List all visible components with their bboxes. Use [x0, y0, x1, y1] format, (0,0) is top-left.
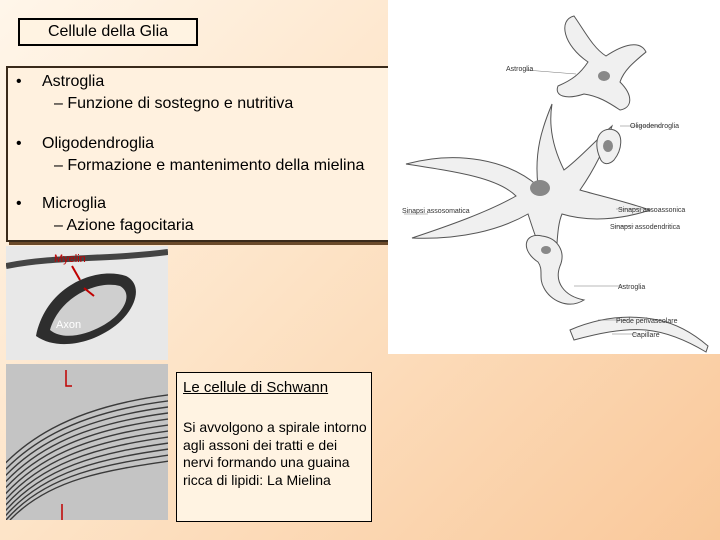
list-item-subtext: – Funzione di sostegno e nutritiva [54, 95, 294, 112]
myelin-image [6, 246, 168, 360]
myelin-micrograph [6, 364, 168, 520]
slide-title [18, 18, 198, 46]
label-leader [526, 70, 576, 74]
list-item-label: Astroglia [42, 73, 105, 90]
list-item-label: Oligodendroglia [42, 135, 155, 152]
astrocyte-cell-top [557, 16, 646, 110]
myelin-label: Myelin [54, 253, 86, 265]
glia-diagram [388, 0, 720, 354]
sinapsi-assoassonica-label: Sinapsi assoassonica [618, 207, 686, 214]
schwann-description: Si avvolgono a spirale intorno agli assoni dei tratti e dei nervi formando una guaina ricca di lipidi: La Mielina [183, 419, 367, 488]
oligodendroglia-label: Oligodendroglia [630, 123, 680, 130]
slide-title-text: Cellule della Glia [47, 23, 169, 40]
list-item-subtext: – Formazione e mantenimento della mielina [54, 157, 365, 174]
astrocyte-cell-bottom [526, 235, 584, 304]
list-item-subtext: – Azione fagocitaria [54, 217, 194, 234]
schwann-info-box [176, 372, 372, 522]
bullet-mark: • [16, 195, 22, 212]
myelin-drawing [6, 246, 168, 360]
schwann-title: Le cellule di Schwann [183, 379, 329, 396]
astroglia-bottom-label: Astroglia [618, 284, 646, 291]
bullet-mark: • [16, 135, 22, 152]
axon-label: Axon [56, 319, 82, 331]
piede-perivascolare-label: Piede perivascolare [616, 318, 678, 325]
neuron-nucleus [530, 180, 550, 196]
sinapsi-assodendritica-label: Sinapsi assodendritica [610, 224, 681, 231]
capillare-label: Capillare [632, 332, 660, 339]
astrocyte-nucleus [598, 71, 610, 81]
astroglia-top-label: Astroglia [506, 66, 534, 73]
oligodendrocyte-nucleus [603, 140, 613, 152]
sinapsi-assosomatica-label: Sinapsi assosomatica [402, 208, 470, 215]
bullet-mark: • [16, 73, 22, 90]
glia-diagram-drawing [388, 0, 720, 354]
glia-list [6, 66, 402, 242]
micrograph-drawing [6, 364, 168, 520]
astrocyte-nucleus [541, 246, 551, 254]
list-item-label: Microglia [42, 195, 107, 212]
